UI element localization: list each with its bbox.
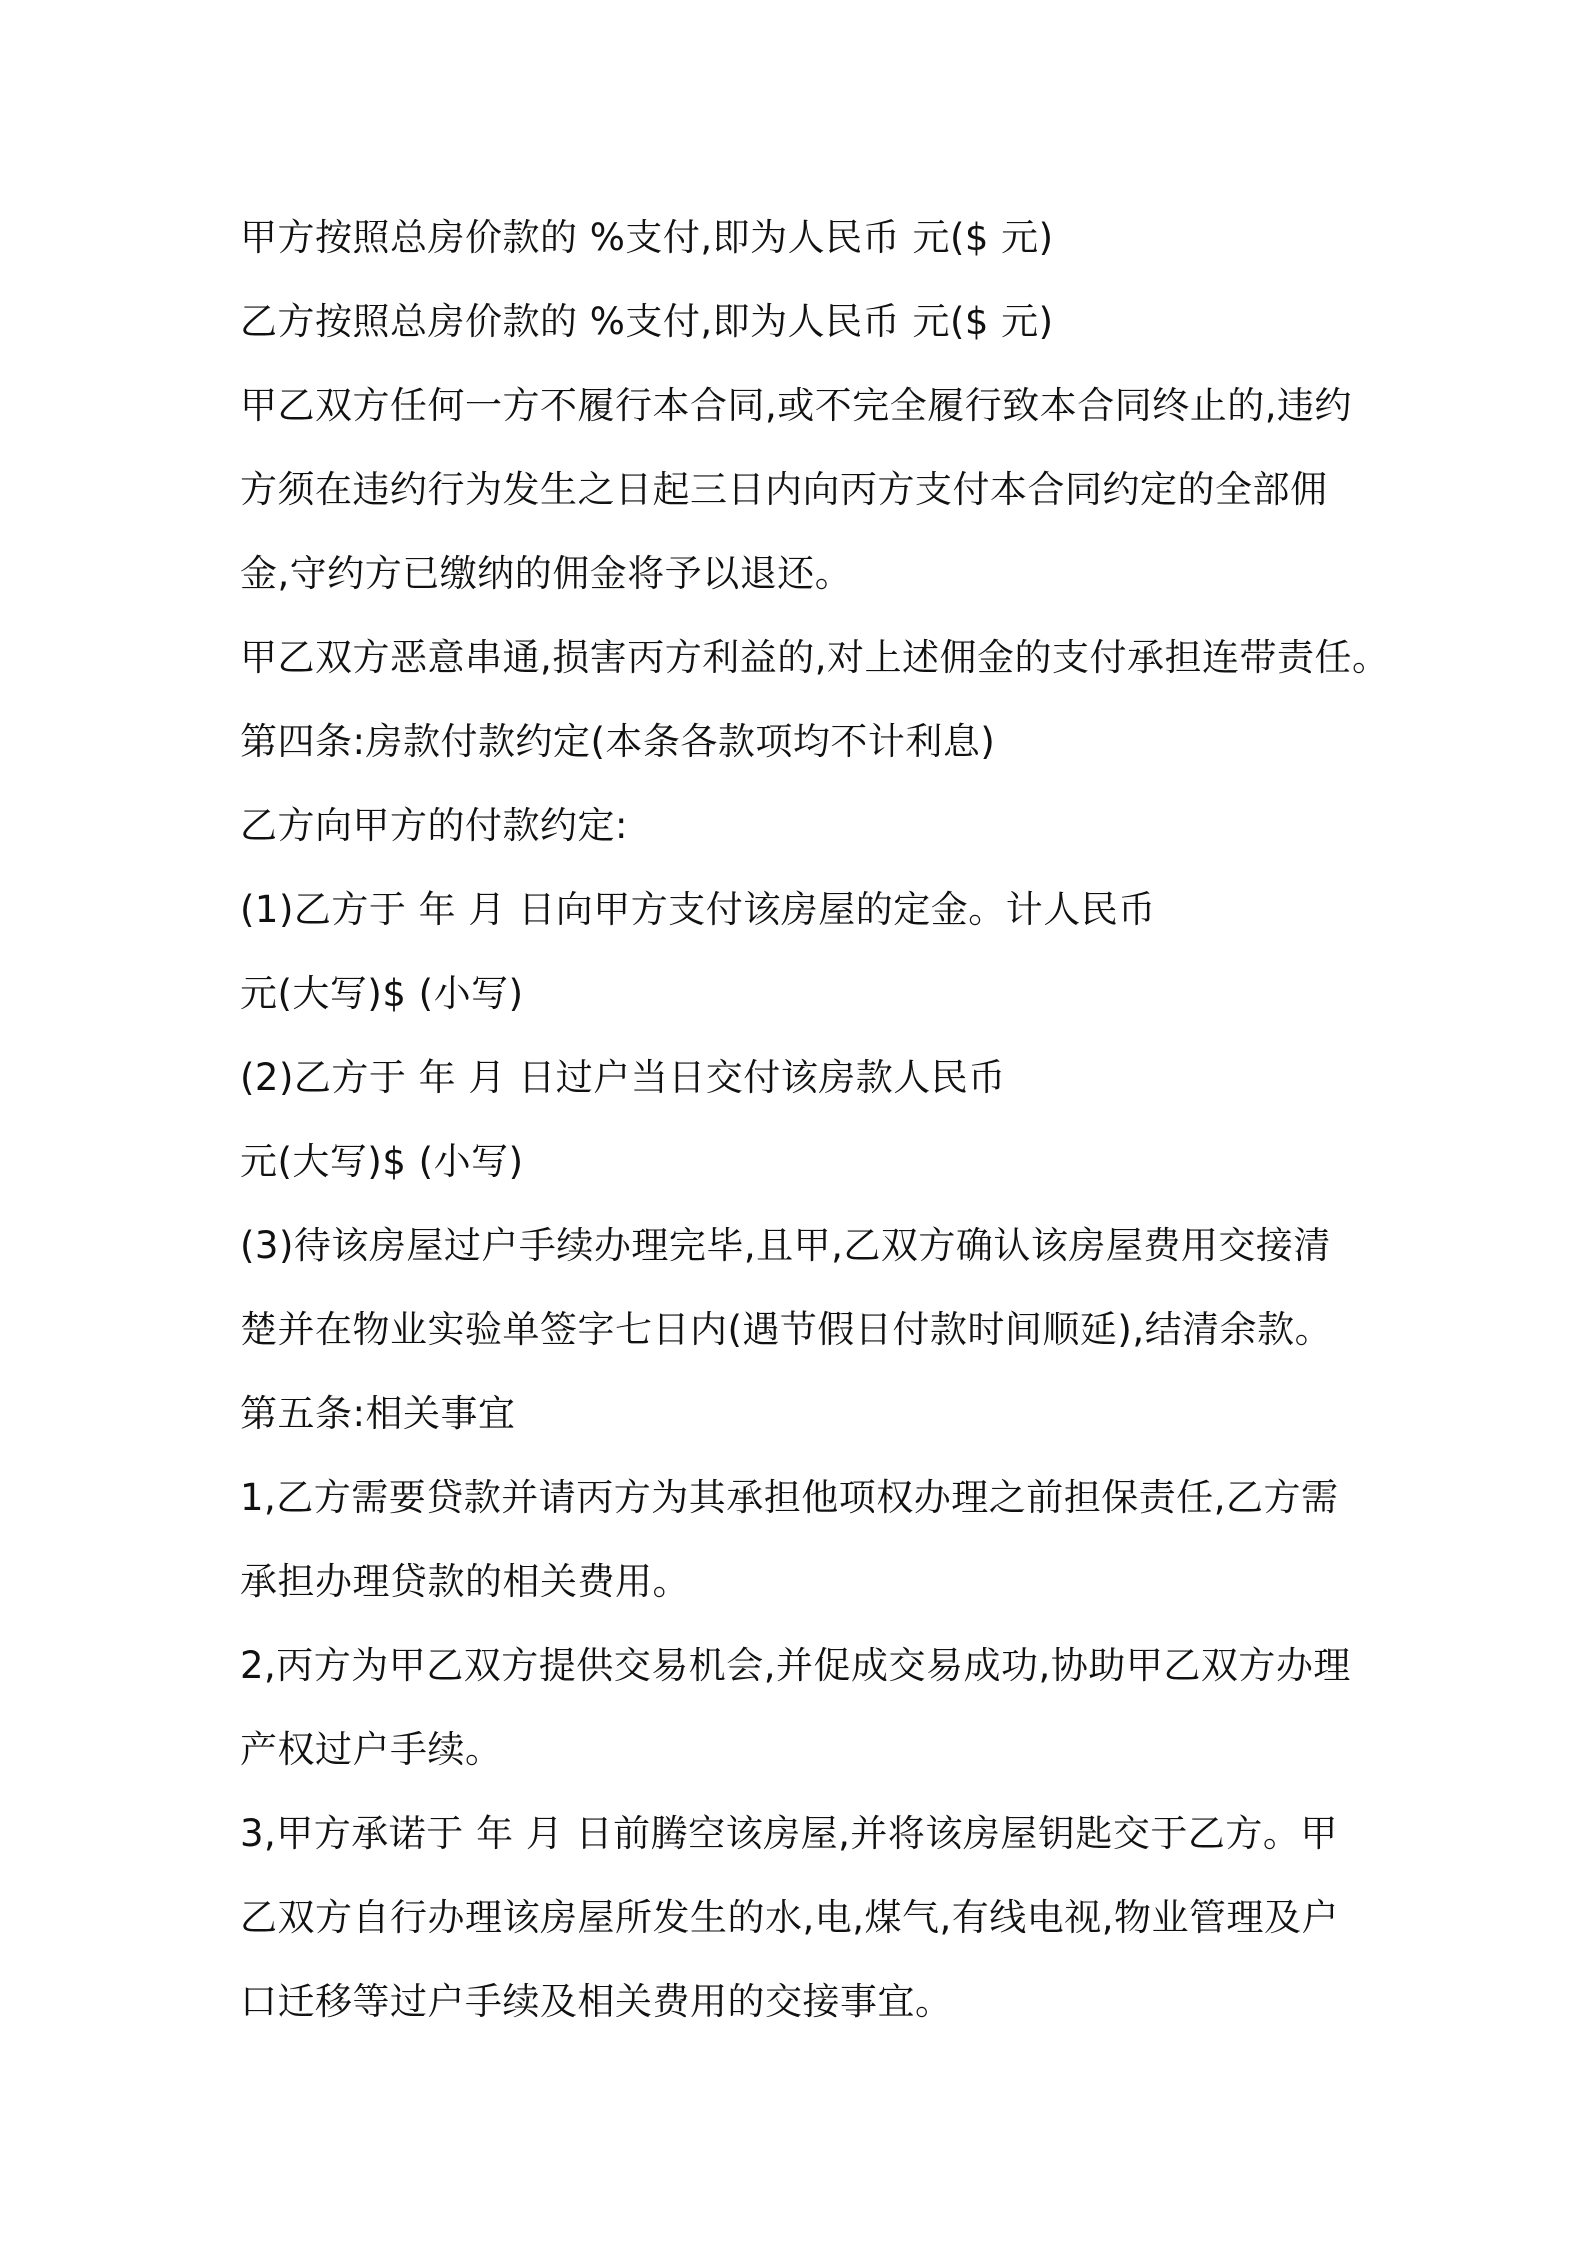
section-heading: 第五条:相关事宜: [240, 1392, 516, 1435]
text-line: 楚并在物业实验单签字七日内(遇节假日付款时间顺延),结清余款。: [240, 1308, 1333, 1351]
text-line: 产权过户手续。: [240, 1728, 503, 1771]
text-line: 口迁移等过户手续及相关费用的交接事宜。: [240, 1980, 953, 2023]
text-line: 方须在违约行为发生之日起三日内向丙方支付本合同约定的全部佣: [240, 468, 1328, 511]
document-body: [240, 196, 1390, 2044]
section-heading: 第四条:房款付款约定(本条各款项均不计利息): [240, 720, 996, 763]
text-line: 金,守约方已缴纳的佣金将予以退还。: [240, 552, 853, 595]
text-line: 甲乙双方恶意串通,损害丙方利益的,对上述佣金的支付承担连带责任。: [240, 636, 1390, 679]
text-line: (2)乙方于 年 月 日过户当日交付该房款人民币: [240, 1056, 1006, 1099]
text-line: 承担办理贷款的相关费用。: [240, 1560, 690, 1603]
text-line: (3)待该房屋过户手续办理完毕,且甲,乙双方确认该房屋费用交接清: [240, 1224, 1331, 1267]
text-line: 乙方向甲方的付款约定:: [240, 804, 628, 847]
text-line: 元(大写)$ (小写): [240, 972, 524, 1015]
text-line: (1)乙方于 年 月 日向甲方支付该房屋的定金。计人民币: [240, 888, 1156, 931]
text-line: 乙双方自行办理该房屋所发生的水,电,煤气,有线电视,物业管理及户: [240, 1896, 1340, 1939]
text-line: 甲方按照总房价款的 %支付,即为人民币 元($ 元): [240, 216, 1054, 259]
text-line: 1,乙方需要贷款并请丙方为其承担他项权办理之前担保责任,乙方需: [240, 1476, 1339, 1519]
text-line: 2,丙方为甲乙双方提供交易机会,并促成交易成功,协助甲乙双方办理: [240, 1644, 1351, 1687]
text-line: 元(大写)$ (小写): [240, 1140, 524, 1183]
text-line: 3,甲方承诺于 年 月 日前腾空该房屋,并将该房屋钥匙交于乙方。甲: [240, 1812, 1338, 1855]
text-line: 甲乙双方任何一方不履行本合同,或不完全履行致本合同终止的,违约: [240, 384, 1353, 427]
text-line: 乙方按照总房价款的 %支付,即为人民币 元($ 元): [240, 300, 1054, 343]
